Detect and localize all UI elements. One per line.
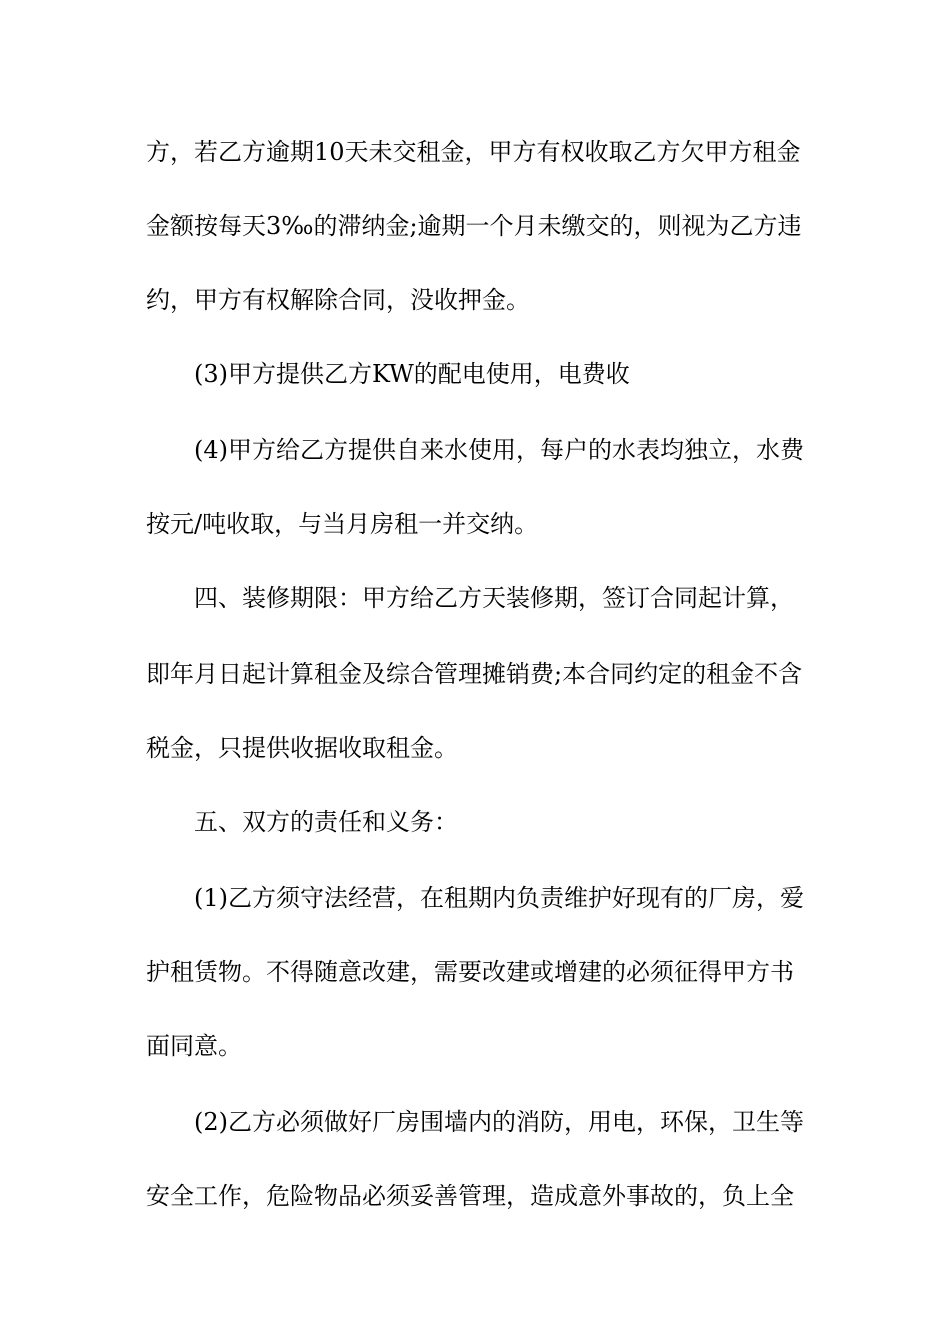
text-line-15: 安全工作，危险物品必须妥善管理，造成意外事故的，负上全 [146,1182,794,1210]
text-line-5: (4)甲方给乙方提供自来水使用，每户的水表均独立，水费 [194,436,804,464]
text-line-8: 即年月日起计算租金及综合管理摊销费;本合同约定的租金不含 [146,660,803,688]
text-line-13: 面同意。 [146,1032,242,1060]
text-line-14: (2)乙方必须做好厂房围墙内的消防，用电，环保，卫生等 [194,1108,804,1136]
text-line-11: (1)乙方须守法经营，在租期内负责维护好现有的厂房，爱 [194,884,804,912]
text-line-10: 五、双方的责任和义务： [194,808,458,836]
text-line-7: 四、装修期限：甲方给乙方天装修期，签订合同起计算， [194,584,794,612]
text-line-1: 方，若乙方逾期10天未交租金，甲方有权收取乙方欠甲方租金 [146,138,801,166]
text-line-12: 护租赁物。不得随意改建，需要改建或增建的必须征得甲方书 [146,958,794,986]
text-line-6: 按元/吨收取，与当月房租一并交纳。 [146,510,539,538]
text-line-9: 税金，只提供收据收取租金。 [146,734,458,762]
text-line-2: 金额按每天3‰的滞纳金;逾期一个月未缴交的，则视为乙方违 [146,212,802,240]
text-line-4: (3)甲方提供乙方KW的配电使用，电费收 [194,360,630,388]
text-line-3: 约，甲方有权解除合同，没收押金。 [146,286,530,314]
